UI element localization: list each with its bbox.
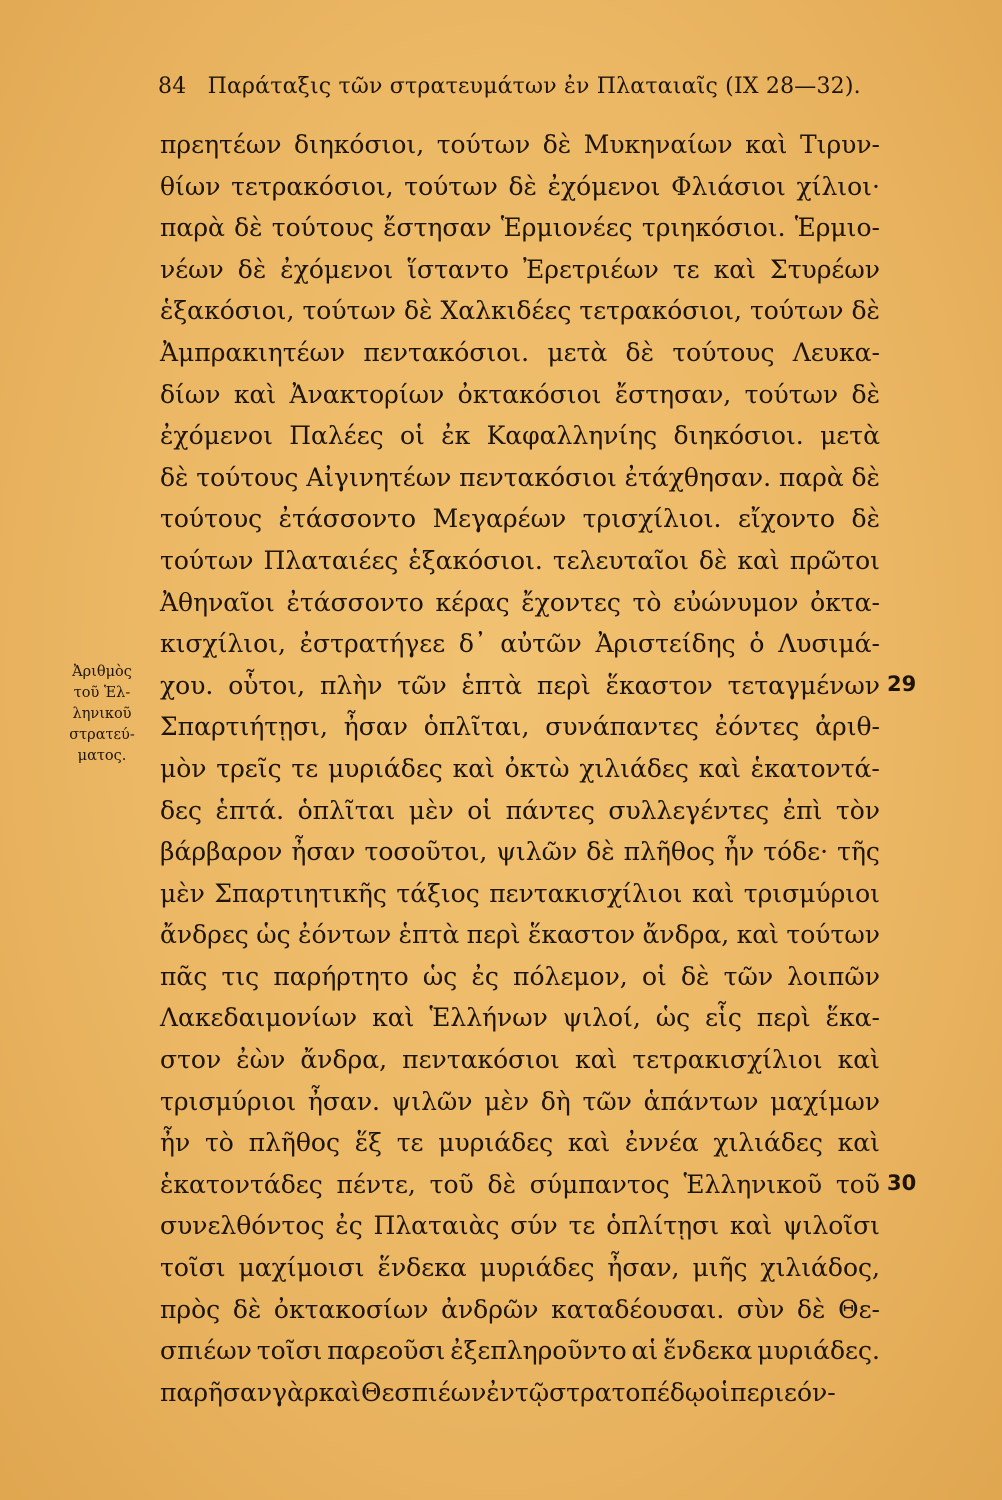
word: ὡς: [655, 1003, 691, 1033]
word: ἐστρατήγεε: [299, 629, 446, 659]
word: ἄνδρα,: [300, 1045, 388, 1075]
text-line: [160, 790, 880, 832]
marginal-note-line: στρατεύ-: [69, 727, 135, 743]
word: ἄνδρες: [160, 920, 249, 950]
text-line: [160, 457, 880, 499]
word: σύν: [510, 1211, 558, 1241]
word: τοῖσι: [160, 1253, 226, 1283]
word: τούτους: [196, 462, 299, 492]
word: ἑξακόσιοι.: [408, 545, 543, 575]
word: τριηκόσιοι.: [641, 213, 786, 243]
word: καὶ: [691, 878, 735, 908]
word: ἐόντες: [714, 712, 800, 742]
word: τε: [568, 1211, 596, 1241]
text-line: [160, 249, 880, 291]
word: Στυρέων: [770, 254, 880, 284]
word: καὶ: [736, 920, 779, 950]
word: πρεητέων: [160, 130, 282, 159]
word: ἕκαστον: [528, 920, 636, 950]
word: κισχίλιοι,: [160, 629, 286, 659]
marginal-note: [50, 662, 154, 767]
word: χιλιάδες: [713, 1128, 823, 1158]
word: ἑπτά.: [215, 795, 285, 825]
word: μαχίμων: [770, 1086, 880, 1116]
word: πόλεμον,: [513, 961, 628, 991]
word: ὡς: [256, 920, 291, 950]
word: καὶ: [837, 1128, 880, 1158]
word: ἦσαν.: [307, 1086, 380, 1116]
word: οἱ: [641, 961, 667, 991]
text-line: [160, 540, 880, 582]
word: δες: [160, 795, 203, 825]
word: ἐχόμενοι: [547, 171, 661, 201]
word: Ἑλλήνων: [429, 1003, 548, 1033]
word: δὲ: [234, 213, 263, 243]
word: θίων: [160, 171, 221, 201]
word: τούτων: [744, 379, 839, 409]
text-line: [160, 332, 880, 374]
text-line: [160, 1372, 880, 1414]
word: ἦν: [724, 837, 755, 867]
text-line: [160, 1164, 880, 1206]
word: ἕκαστον: [605, 670, 713, 700]
word: ἐκ: [441, 421, 471, 451]
section-number: 30: [887, 1171, 917, 1195]
text-line: [160, 1247, 880, 1289]
word: ἕνδεκα: [377, 1253, 467, 1283]
word: παρὰ: [160, 213, 225, 243]
word: πεντακόσιοι.: [363, 337, 530, 367]
word: μετὰ: [547, 337, 608, 367]
word: λοιπῶν: [787, 961, 880, 991]
word: τούτους: [160, 504, 263, 534]
word: πρὸς: [160, 1294, 221, 1324]
word: τετρακισχίλιοι: [632, 1045, 823, 1075]
word: σπιέων: [160, 1336, 252, 1366]
word: γὰρ: [272, 1377, 319, 1407]
word: τούτων: [436, 130, 531, 159]
text-line: [160, 1289, 880, 1331]
word: ἔστησαν,: [614, 379, 732, 409]
word: εὐώνυμον: [673, 587, 799, 617]
word: τρισχίλιοι.: [582, 504, 722, 534]
word: παρῆσαν: [160, 1377, 273, 1407]
word: ἕξ: [354, 1128, 382, 1158]
marginal-note-line: τοῦ Ἑλ-: [73, 685, 131, 701]
word: ὁπλίτῃσι: [606, 1211, 720, 1241]
word: ψιλῶν: [496, 837, 578, 867]
word: παρὰ: [778, 462, 844, 492]
word: Πλαταιὰς: [373, 1211, 500, 1241]
word: μετὰ: [820, 421, 880, 451]
word: ἔστησαν: [383, 213, 492, 243]
word: τε: [396, 1128, 424, 1158]
word: συνάπαντες: [545, 712, 699, 742]
word: τὸ: [204, 1128, 234, 1158]
text-line: [160, 1330, 880, 1372]
word: Λευκα-: [792, 337, 880, 367]
word: περὶ: [466, 920, 521, 950]
word: ἔχοντες: [521, 587, 621, 617]
word: τρεῖς: [216, 753, 282, 783]
word: τὸ: [632, 587, 662, 617]
text-line: [160, 831, 880, 873]
word: χίλιοι·: [796, 171, 880, 201]
word: πᾶς: [160, 961, 208, 991]
word: δὲ: [851, 462, 880, 492]
word: καὶ: [567, 1128, 611, 1158]
word: ὀκτα-: [810, 587, 880, 617]
word: καὶ: [745, 130, 788, 159]
word: Φλιάσιοι: [671, 171, 786, 201]
word: τούτων: [404, 171, 498, 201]
word: μαχίμοισι: [238, 1253, 365, 1283]
word: τοσοῦτοι,: [364, 837, 488, 867]
word: τούτων: [749, 296, 844, 326]
word: δὲ: [851, 504, 880, 534]
word: τούτων: [302, 296, 396, 326]
word: εἷς: [705, 1003, 742, 1033]
word: σὺν: [736, 1294, 785, 1324]
marginal-note-line: ληνικοῦ: [72, 706, 132, 722]
word: ἐχόμενοι: [160, 421, 273, 451]
word: τούτους: [271, 213, 374, 243]
word: πάντες: [505, 795, 595, 825]
word: ἄνδρα,: [642, 920, 730, 950]
word: δὲ: [851, 379, 880, 409]
word: σύμπαντος: [529, 1169, 670, 1199]
text-line: [160, 623, 880, 665]
word: νέων: [160, 254, 224, 284]
word: ἕνδεκα: [663, 1336, 753, 1366]
word: παρήρτητο: [273, 961, 409, 991]
word: παρεοῦσι: [327, 1336, 446, 1366]
word: ἦσαν: [343, 712, 408, 742]
running-header: [158, 74, 861, 99]
word: μιῆς: [692, 1253, 748, 1283]
word: τούτων: [160, 545, 254, 575]
word: ἦσαν,: [607, 1253, 680, 1283]
word: περὶ: [756, 1003, 811, 1033]
word: ψιλῶν: [391, 1086, 473, 1116]
word: ἦσαν: [291, 837, 356, 867]
word: τοῖσι: [256, 1336, 323, 1366]
text-line: [160, 374, 880, 416]
word: Ἀθηναῖοι: [160, 587, 275, 617]
word: ἦν: [160, 1128, 191, 1158]
word: δὴ: [540, 1086, 571, 1116]
word: ἐς: [471, 961, 499, 991]
word: δὲ: [542, 130, 572, 159]
text-line: [160, 207, 880, 249]
word: τῆς: [837, 837, 880, 867]
word: τρισμύριοι: [160, 1086, 297, 1116]
word: καὶ: [574, 1045, 618, 1075]
word: οὗτοι,: [228, 670, 306, 700]
word: Λακεδαιμονίων: [160, 1003, 358, 1033]
text-line: [160, 498, 880, 540]
word: ἑπτὰ: [461, 670, 523, 700]
word: μυριάδες: [438, 1128, 554, 1158]
word: Τιρυν-: [799, 130, 880, 159]
word: τούτους: [672, 337, 775, 367]
word: πέντε,: [336, 1169, 416, 1199]
word: ἐχόμενοι: [280, 254, 394, 284]
word: ἐννέα: [624, 1128, 699, 1158]
word: ἕκα-: [825, 1003, 880, 1033]
word: τε: [672, 254, 700, 284]
word: μὲν: [484, 1086, 530, 1116]
text-line: [160, 873, 880, 915]
word: πλῆθος: [248, 1128, 340, 1158]
word: τῶν: [723, 961, 774, 991]
word: καὶ: [372, 1003, 415, 1033]
word: δ᾽: [458, 629, 487, 659]
word: Σπαρτιήτῃσι,: [160, 712, 328, 742]
word: καταδέουσαι.: [551, 1294, 725, 1324]
word: Αἰγινητέων: [306, 462, 452, 492]
word: τούτων: [786, 920, 880, 950]
word: καὶ: [837, 1045, 880, 1075]
word: πεντακόσιοι: [402, 1045, 560, 1075]
word: Ἀνακτορίων: [289, 379, 445, 409]
word: Λυσιμά-: [778, 629, 880, 659]
text-line: [160, 997, 880, 1039]
word: Ἀμπρακιητέων: [160, 337, 346, 367]
word: τάξιος: [396, 878, 480, 908]
word: τετρακόσιοι,: [579, 296, 742, 326]
word: δὲ: [508, 171, 537, 201]
word: αἱ: [631, 1336, 659, 1366]
text-line: [160, 665, 880, 707]
word: περὶ: [536, 670, 591, 700]
text-line: [160, 290, 880, 332]
word: ὁπλῖται,: [423, 712, 530, 742]
word: ὀκτακόσιοι: [457, 379, 602, 409]
word: ἁπάντων: [643, 1086, 759, 1116]
word: ὁ: [749, 629, 765, 659]
marginal-note-line: ματος.: [77, 748, 127, 764]
word: τρισμύριοι: [743, 878, 880, 908]
word: Σπαρτιητικῆς: [214, 878, 387, 908]
word: ὀκτακοσίων: [273, 1294, 429, 1324]
word: τῷ: [514, 1377, 550, 1407]
word: ψιλοί,: [562, 1003, 641, 1033]
text-line: [160, 956, 880, 998]
word: κέρας: [435, 587, 510, 617]
word: χου.: [160, 670, 214, 700]
text-line: [160, 1122, 880, 1164]
word: πρῶτοι: [789, 545, 880, 575]
word: Μυκηναίων: [583, 130, 733, 159]
word: ἀνδρῶν: [441, 1294, 539, 1324]
word: διηκόσιοι.: [673, 421, 804, 451]
body-text: [160, 124, 880, 1413]
section-number: 29: [887, 671, 917, 696]
word: τόδε·: [763, 837, 829, 867]
word: καὶ: [452, 753, 495, 783]
word: Πλαταιέες: [263, 545, 399, 575]
word: τετρακόσιοι,: [231, 171, 394, 201]
word: δὲ: [698, 545, 728, 575]
word: τοῦ: [835, 1169, 880, 1199]
word: καὶ: [233, 379, 277, 409]
marginal-note-line: Ἀριθμὸς: [72, 664, 132, 680]
word: ἑπτὰ: [398, 920, 460, 950]
word: ἐτάσσοντο: [286, 587, 424, 617]
word: τὸν: [835, 795, 880, 825]
word: μὲν: [408, 795, 454, 825]
word: οἱ: [467, 795, 493, 825]
word: ἵσταντο: [407, 254, 509, 284]
running-title: Παράταξις τῶν στρατευμάτων ἐν Πλαταιαῖς (IX 28—32).: [207, 74, 861, 99]
word: Θεσπιέων: [360, 1377, 487, 1407]
word: τοῦ: [429, 1169, 474, 1199]
word: ἐὼν: [236, 1045, 286, 1075]
word: τεταγμένων: [727, 670, 880, 700]
word: Ἑλληνικοῦ: [683, 1169, 823, 1199]
word: μυριάδες: [327, 753, 443, 783]
word: στον: [160, 1045, 222, 1075]
text-line: [160, 748, 880, 790]
word: Θε-: [838, 1294, 880, 1324]
word: συλλεγέντες: [608, 795, 770, 825]
word: στρατοπέδῳ: [549, 1377, 706, 1407]
word: ἀριθ-: [815, 712, 880, 742]
word: τελευταῖοι: [552, 545, 689, 575]
word: δὲ: [625, 337, 655, 367]
text-line: [160, 124, 880, 166]
word: δὲ: [232, 1294, 262, 1324]
word: ἑκατοντάδες: [160, 1169, 323, 1199]
word: Παλέες: [289, 421, 384, 451]
word: ὁπλῖται: [297, 795, 396, 825]
word: εἴχοντο: [737, 504, 836, 534]
word: πεντακισχίλιοι: [489, 878, 683, 908]
word: τις: [221, 961, 260, 991]
word: μὲν: [160, 878, 205, 908]
page-number: 84: [158, 74, 187, 99]
word: οἱ: [400, 421, 425, 451]
text-line: [160, 1205, 880, 1247]
word: καὶ: [729, 1211, 773, 1241]
word: μὸν: [160, 753, 207, 783]
word: δὲ: [487, 1169, 516, 1199]
word: τῶν: [582, 1086, 632, 1116]
word: δὲ: [586, 837, 615, 867]
word: Μεγαρέων: [432, 504, 567, 534]
word: διηκόσιοι,: [293, 130, 425, 159]
word: ἐς: [335, 1211, 363, 1241]
word: ἐξεπληροῦντο: [450, 1336, 627, 1366]
word: δὲ: [797, 1294, 826, 1324]
word: καὶ: [737, 545, 780, 575]
word: καὶ: [318, 1377, 361, 1407]
word: Καφαλληνίης: [486, 421, 658, 451]
word: ἐόντων: [298, 920, 392, 950]
text-line: [160, 166, 880, 208]
word: δίων: [160, 379, 221, 409]
word: Ἑρμιονέες: [500, 213, 633, 243]
word: συνελθόντος: [160, 1211, 325, 1241]
word: δὲ: [237, 254, 267, 284]
text-line: [160, 914, 880, 956]
word: Ἀριστείδης: [595, 629, 736, 659]
word: μυριάδες: [479, 1253, 595, 1283]
word: ὡς: [422, 961, 458, 991]
word: ἐτάσσοντο: [278, 504, 417, 534]
word: μυριάδες.: [757, 1336, 880, 1366]
word: ἐν: [486, 1377, 515, 1407]
word: Ἑρμιο-: [794, 213, 880, 243]
word: ψιλοῖσι: [783, 1211, 880, 1241]
word: ἑξακόσιοι,: [160, 296, 295, 326]
text-line: [160, 415, 880, 457]
word: δὲ: [851, 296, 880, 326]
word: δὲ: [160, 462, 189, 492]
word: Χαλκιδέες: [440, 296, 572, 326]
word: περιεόν-: [730, 1377, 836, 1407]
word: βάρβαρον: [160, 837, 283, 867]
text-line: [160, 582, 880, 624]
word: Ἐρετριέων: [522, 254, 659, 284]
word: δὲ: [403, 296, 433, 326]
word: τε: [291, 753, 319, 783]
text-line: [160, 1039, 880, 1081]
word: καὶ: [713, 254, 756, 284]
word: ἐπὶ: [782, 795, 823, 825]
word: ὀκτὼ: [504, 753, 570, 783]
word: χιλιάδος,: [760, 1253, 880, 1283]
word: οἱ: [705, 1377, 731, 1407]
text-line: [160, 706, 880, 748]
word: αὐτῶν: [500, 629, 582, 659]
word: πλὴν: [319, 670, 383, 700]
word: χιλιάδες: [579, 753, 689, 783]
text-line: [160, 1081, 880, 1123]
word: πλῆθος: [623, 837, 716, 867]
word: τῶν: [397, 670, 447, 700]
word: καὶ: [698, 753, 741, 783]
word: ἑκατοντά-: [750, 753, 880, 783]
word: ἐτάχθησαν.: [624, 462, 772, 492]
word: δὲ: [680, 961, 710, 991]
word: πεντακόσιοι: [459, 462, 617, 492]
